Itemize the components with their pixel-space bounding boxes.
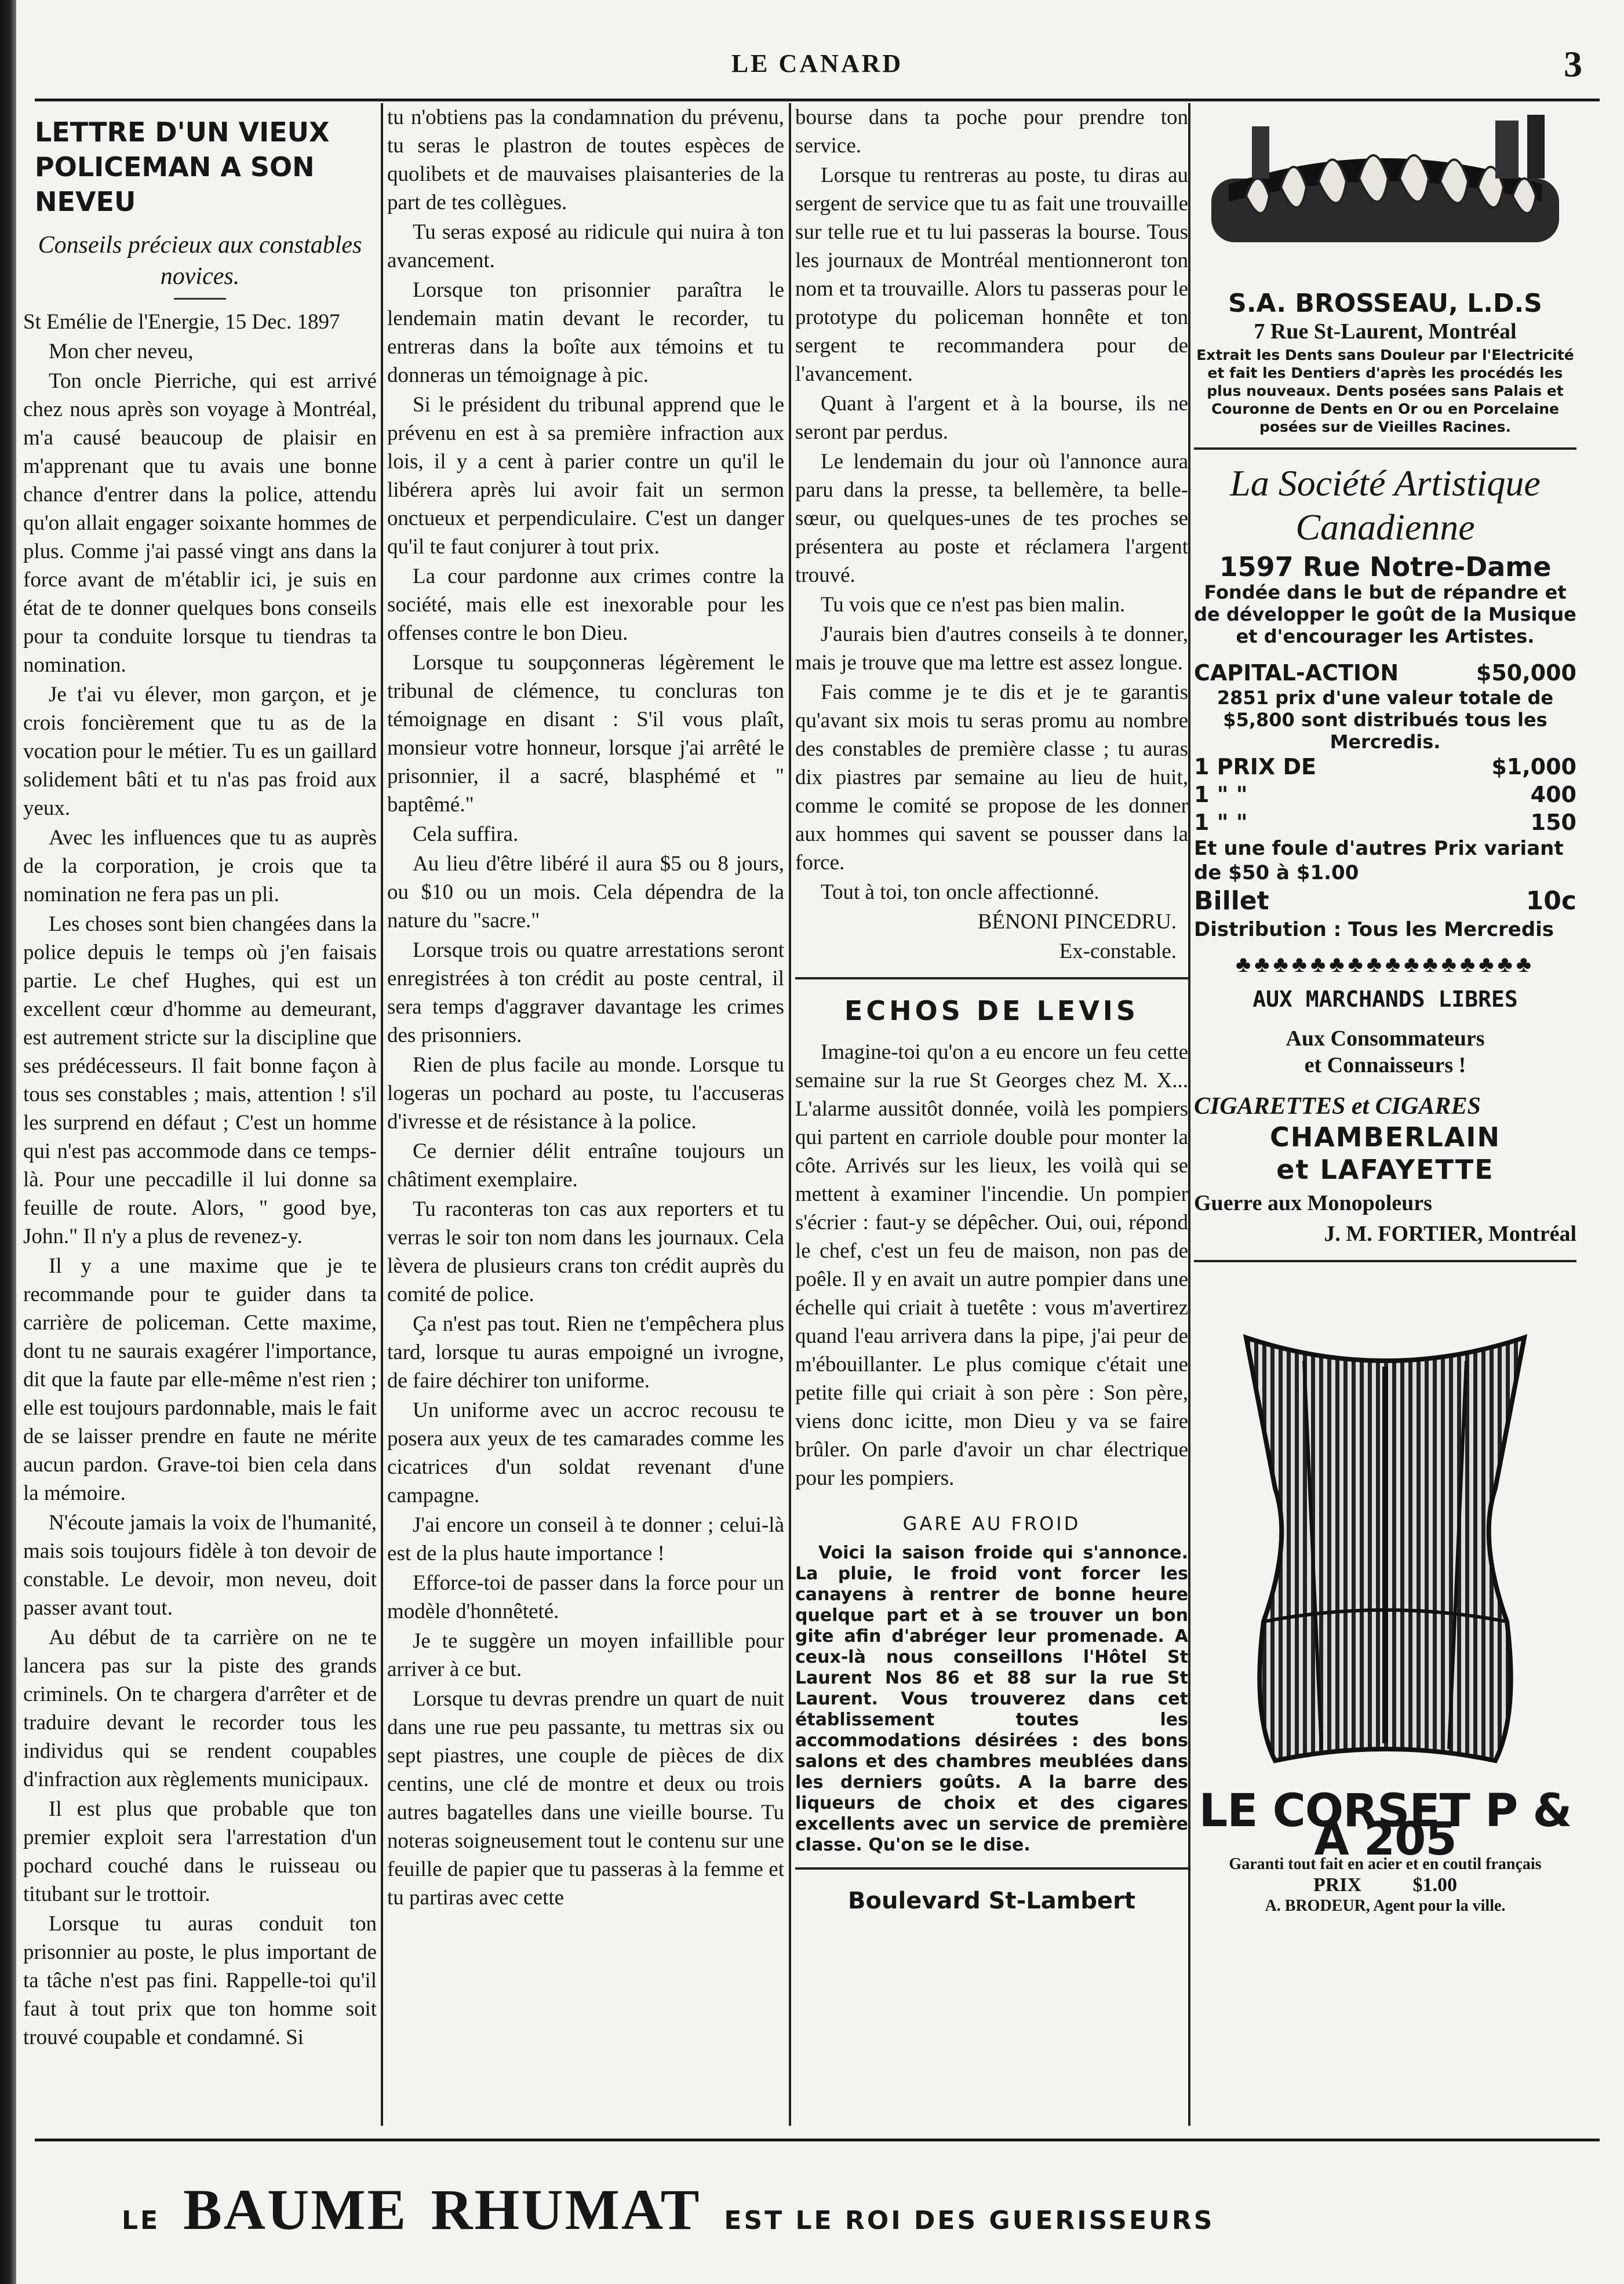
letter-signature-title: Ex-constable. <box>1059 939 1177 963</box>
paragraph: Lorsque tu rentreras au poste, tu diras au sergent de service que tu as fait une trouvaille sur telle rue et tu lui passeras la bourse. Tous les journaux de Montréal mentionneront ton nom et ta trouvaille. Alors tu passeras pour le prototype du policeman honnête et ton sergent te recommandera pour de l'avancement. <box>795 163 1188 386</box>
letter-headline-line-1: LETTRE D'UN VIEUX <box>35 116 330 148</box>
paragraph: Ça n'est pas tout. Rien ne t'empêchera plus tard, lorsque tu auras empoigné un ivrogne, de faire déchirer ton uniforme. <box>387 1312 784 1393</box>
dentist-ad <box>1194 103 1576 436</box>
distribution-text: Distribution : Tous les Mercredis <box>1194 918 1554 941</box>
corset-price-row <box>1194 1875 1576 1896</box>
column-1 <box>23 103 377 2120</box>
corset-text: Garanti tout fait en acier et en coutil français <box>1229 1855 1542 1873</box>
paragraph: Lorsque tu devras prendre un quart de nuit dans une rue peu passante, tu mettras six ou sept piastres, une couple de pièces de dix centins, une clé de montre et deux ou trois autres bagatelles dans une vieille bourse. Tu noteras soigneusement tout le contenu sur une feuille de papier que tu passeras à la femme et tu partiras avec cette <box>387 1687 784 1910</box>
paragraph: Si le président du tribunal apprend que le prévenu en est à sa première infraction aux lois, il y a cent à parier contre un qu'il le libérera après lui avoir fait un sermon onctueux et perpendiculaire. C'est un danger qu'il te faut conjurer à tout prix. <box>387 393 784 559</box>
paragraph: Ce dernier délit entraîne toujours un châtiment exemplaire. <box>387 1139 784 1192</box>
paragraph: N'écoute jamais la voix de l'humanité, mais sois toujours fidèle à ton devoir de constable. Le devoir, mon neveu, doit passer avant tout. <box>23 1511 377 1620</box>
page-number: 3 <box>1564 43 1582 85</box>
page-binding-edge <box>0 0 16 2284</box>
price-label: PRIX <box>1313 1874 1362 1896</box>
paragraph: Il y a une maxime que je te recommande pour te guider dans ta carrière de policeman. Cette maxime, dont tu ne saurais exagérer l'importance, dit que la faute par elle-même n'est rien ; elle est toujours pardonnable, mais le fait de se laisser prendre en faute ne mérite aucun pardon. Grave-toi bien cela dans la mémoire. <box>23 1254 377 1505</box>
vendor: J. M. FORTIER, Montréal <box>1324 1222 1576 1246</box>
paragraph: Lorsque tu soupçonneras légèrement le tribunal de clémence, tu concluras ton témoignage en disant : S'il vous plaît, monsieur votre honneur, lorsque j'ai arrêté le prisonnier, il a sacré, blasphémé et " baptêmé." <box>387 651 784 817</box>
corset-title: LE CORSET P & A 205 <box>1199 1785 1572 1866</box>
paragraph: Tu vois que ce n'est pas bien malin. <box>821 593 1126 617</box>
capital-label: CAPITAL-ACTION <box>1194 660 1399 686</box>
paragraph: La cour pardonne aux crimes contre la société, mais elle est inexorable pour les offenses contre le bon Dieu. <box>387 564 784 645</box>
billet-label: Billet <box>1194 886 1269 916</box>
paragraph: Je te suggère un moyen infaillible pour arriver à ce but. <box>387 1629 784 1681</box>
paragraph: Ton oncle Pierriche, qui est arrivé chez nous après son voyage à Montréal, m'a causé beaucoup de plaisir en m'apprenant que tu avais une bonne chance d'entrer dans la police, attendu qu'on allait engager soixante hommes de plus. Comme j'ai passé vingt ans dans la force avant de m'établir ici, je suis en état de te donner quelques bons conseils pour ta conduite lorsque tu tiendras ta nomination. <box>23 369 377 677</box>
section-divider <box>795 977 1188 979</box>
paragraph: Efforce-toi de passer dans la force pour un modèle d'honnêteté. <box>387 1571 784 1623</box>
column-2 <box>387 103 784 2120</box>
prizes-text: 2851 prix d'une valeur totale de $5,800 sont distribués tous les Mercredis. <box>1217 687 1554 753</box>
brand-lafayette: et LAFAYETTE <box>1276 1154 1494 1185</box>
cigarettes-heading: CIGARETTES et CIGARES <box>1194 1093 1481 1120</box>
footer-slogan: EST LE ROI DES GUERISSEURS <box>724 2206 1215 2235</box>
other-prizes: Et une foule d'autres Prix variant de $50 à $1.00 <box>1194 837 1564 884</box>
price-value: $1.00 <box>1412 1874 1458 1896</box>
paragraph: Au lieu d'être libéré il aura $5 ou 8 jours, ou $10 ou un mois. Cela dépendra de la nature du "sacre." <box>387 852 784 932</box>
societe-title: La Société Artistique Canadienne <box>1230 462 1541 548</box>
corset-illustration <box>1206 1297 1565 1784</box>
levis-text: Imagine-toi qu'on a eu encore un feu cette semaine sur la rue St Georges chez M. X... L'alarme aussitôt donnée, voilà les pompiers qui partent en carriole double pour monter la côte. Arrivés sur les lieux, les voilà qui se mettent à examiner l'incendie. Un pompier s'écrier : faut-y se dépêcher. Oui, oui, répond le chef, c'est un feu de maison, non pas de poêle. Il y en avait un autre pompier dans une échelle qui criait à tuetête : vous m'avertirez quand l'eau arrivera dans la pipe, j'ai peur de m'ébouillanter. Le plus comique c'était une petite fille qui criait à son père : Son père, viens donc icitte, mon Dieu y va se faire brûler. On parle d'avoir un char électrique pour les pompiers. <box>795 1040 1188 1490</box>
letter-signature: BÉNONI PINCEDRU. <box>977 910 1177 934</box>
societe-ad <box>1194 461 1576 942</box>
footer-banner <box>35 2139 1600 2257</box>
dentures-illustration <box>1206 109 1565 277</box>
section-divider <box>795 1867 1188 1870</box>
paragraph: Avec les influences que tu as auprès de la corporation, je crois que ta nomination ne fera pas un pli. <box>23 826 377 906</box>
column-rule <box>1188 103 1190 2126</box>
dentist-text: Extrait les Dents sans Douleur par l'Electricité et fait les Dentiers d'après les procédés les plus nouveaux. Dents posées sans Palais et Couronne de Dents en Or ou en Porcelaine posées sur de Vieilles Racines. <box>1196 347 1574 435</box>
societe-text: Fondée dans le but de répandre et de développer le goût de la Musique et d'encourager les Artistes. <box>1194 581 1576 647</box>
paragraph: Fais comme je te dis et je te garantis qu'avant six mois tu seras promu au nombre des constables de première classe ; tu auras dix piastres par semaine au lieu de huit, comme le comité se propose de les donner aux hommes qui savent se pousser dans la force. <box>795 680 1188 875</box>
paragraph: Lorsque trois ou quatre arrestations seront enregistrées à ton crédit au poste central, il sera temps d'aggraver davantage les crimes des prisonniers. <box>387 938 784 1047</box>
paragraph: Quant à l'argent et à la bourse, ils ne seront par perdus. <box>795 392 1188 444</box>
footer-baume: BAUME <box>183 2177 408 2242</box>
froid-article <box>795 1543 1188 1856</box>
paragraph: Le lendemain du jour où l'annonce aura paru dans la presse, ta bellemère, ta belle-sœur, ou quelques-unes de tes proches se présentera au poste et réclamera l'argent trouvé. <box>795 450 1188 587</box>
corset-agent: A. BRODEUR, Agent pour la ville. <box>1265 1897 1506 1915</box>
prize-row <box>1194 753 1576 781</box>
paragraph: Tu seras exposé au ridicule qui nuira à ton avancement. <box>387 220 784 272</box>
corset-ad <box>1194 1274 1576 1917</box>
letter-salutation: Mon cher neveu, <box>49 340 194 363</box>
prize-row <box>1194 808 1576 836</box>
froid-text: Voici la saison froide qui s'annonce. La pluie, le froid vont forcer les canayens à rentrer de bonne heure quelque part et à se trouver un bon gite afin d'abréger leur promenade. A ceux-là nous conseillons l'Hôtel St Laurent Nos 86 et 88 sur la rue St Laurent. Vous trouverez dans cet établissement toutes les accommodations désirées : des bons salons et des chambres meublées dans les derniers goûts. A la barre des liqueurs de choix et des cigares excellents avec un service de première classe. Qu'on se le dise. <box>795 1543 1188 1855</box>
paragraph: Je t'ai vu élever, mon garçon, et je crois foncièrement que tu as de la vocation pour le métier. Tu es un gaillard solidement bâti et tu n'as pas froid aux yeux. <box>23 683 377 820</box>
letter-subtitle: Conseils précieux aux constables novices. <box>38 232 362 290</box>
prize-row <box>1194 781 1576 808</box>
footer-text <box>35 2176 1600 2243</box>
billet-value: 10c <box>1525 886 1576 916</box>
marchands-ad <box>1194 985 1576 1248</box>
paragraph: Cela suffira. <box>413 822 519 846</box>
froid-headline: GARE AU FROID <box>902 1513 1081 1535</box>
paragraph: Tu raconteras ton cas aux reporters et tu verras le soir ton nom dans les journaux. Cela lèvera de plusieurs crans ton crédit auprès du comité de police. <box>387 1197 784 1306</box>
capital-row <box>1194 659 1576 687</box>
marchands-line-1: Aux Consommateurs <box>1286 1026 1485 1051</box>
ornament-divider: ♣♣♣♣♣♣♣♣♣♣♣♣♣♣♣♣ <box>1236 951 1535 977</box>
dentist-name: S.A. BROSSEAU, L.D.S <box>1228 289 1542 318</box>
paragraph: Il est plus que probable que ton premier exploit sera l'arrestation d'un pochard couché dans le ruisseau ou titubant sur le trottoir. <box>23 1797 377 1906</box>
prize-label: 1 " " <box>1194 810 1248 835</box>
prize-value: 400 <box>1530 782 1576 807</box>
slogan: Guerre aux Monopoleurs <box>1194 1191 1432 1215</box>
column-rule <box>789 103 791 2126</box>
ad-divider <box>1194 1260 1576 1262</box>
capital-value: $50,000 <box>1476 660 1576 686</box>
levis-headline: ECHOS DE LEVIS <box>844 995 1139 1026</box>
marchands-title: AUX MARCHANDS LIBRES <box>1252 986 1518 1012</box>
letter-headline-line-2: POLICEMAN A SON NEVEU <box>35 151 315 217</box>
advertisements-column <box>1194 103 1576 2120</box>
paragraph: Au début de ta carrière on ne te lancera pas sur la piste des grands criminels. On te chargera d'arrêter et de traduire devant le recorder tous les individus qui se rendent coupables d'infraction aux règlements municipaux. <box>23 1626 377 1791</box>
billet-row <box>1194 885 1576 917</box>
paragraph: bourse dans ta poche pour prendre ton service. <box>795 105 1188 158</box>
paragraph: Tout à toi, ton oncle affectionné. <box>821 880 1099 904</box>
letter-headline <box>35 115 377 219</box>
ad-divider <box>1194 447 1576 450</box>
letter-dateline: St Emélie de l'Energie, 15 Dec. 1897 <box>23 310 340 334</box>
froid-location: Boulevard St-Lambert <box>848 1888 1135 1914</box>
brand-chamberlain: CHAMBERLAIN <box>1269 1121 1501 1153</box>
paragraph: Lorsque ton prisonnier paraîtra le lendemain matin devant le recorder, tu entreras dans la boîte aux témoins et tu donneras un témoignage à pic. <box>387 278 784 387</box>
footer-rhumat: RHUMAT <box>431 2177 701 2242</box>
societe-address: 1597 Rue Notre-Dame <box>1219 551 1552 582</box>
footer-le: LE <box>122 2206 161 2235</box>
marchands-line-2: et Connaisseurs ! <box>1304 1053 1466 1077</box>
prize-value: 150 <box>1530 810 1576 835</box>
paragraph: Les choses sont bien changées dans la police depuis le temps où j'en faisais partie. Le chef Hughes, qui est un excellent cœur d'homme au demeurant, est autrement stricte sur la discipline que ses prédécesseurs. Il fait bonne façon à tous ses constables ; mais, attention ! s'il les surprend en défaut ; C'est un homme qui n'est pas accommode dans ce temps-là. Pour une peccadille il lui donne sa feuille de route. Alors, " good bye, John." Il n'y a plus de revenez-y. <box>23 912 377 1248</box>
paragraph: Lorsque tu auras conduit ton prisonnier au poste, le plus important de ta tâche n'est pas fini. Rappelle-toi qu'il faut à tout prix que ton homme soit trouvé coupable et condamné. Si <box>23 1912 377 2049</box>
column-rule <box>381 103 383 2126</box>
column-3 <box>795 103 1188 2120</box>
paragraph: J'ai encore un conseil à te donner ; celui-là est de la plus haute importance ! <box>387 1513 784 1565</box>
prize-label: 1 " " <box>1194 782 1248 807</box>
paragraph: Un uniforme avec un accroc recousu te posera aux yeux de tes camarades comme les cicatrices d'un soldat revenant d'une campagne. <box>387 1398 784 1507</box>
page-header <box>35 35 1600 101</box>
divider <box>174 298 226 300</box>
paragraph: tu n'obtiens pas la condamnation du prévenu, tu seras le plastron de toutes espèces de quolibets et de mauvaises plaisanteries de la part de tes collègues. <box>387 105 784 214</box>
prize-label: 1 PRIX DE <box>1194 754 1316 779</box>
prize-value: $1,000 <box>1491 754 1576 779</box>
paragraph: J'aurais bien d'autres conseils à te donner, mais je trouve que ma lettre est assez longue. <box>795 622 1188 675</box>
dentist-address: 7 Rue St-Laurent, Montréal <box>1254 319 1517 344</box>
newspaper-title: LE CANARD <box>731 49 904 78</box>
paragraph: Rien de plus facile au monde. Lorsque tu logeras un pochard au poste, tu l'accuseras d'ivresse et de résistance à la police. <box>387 1053 784 1134</box>
